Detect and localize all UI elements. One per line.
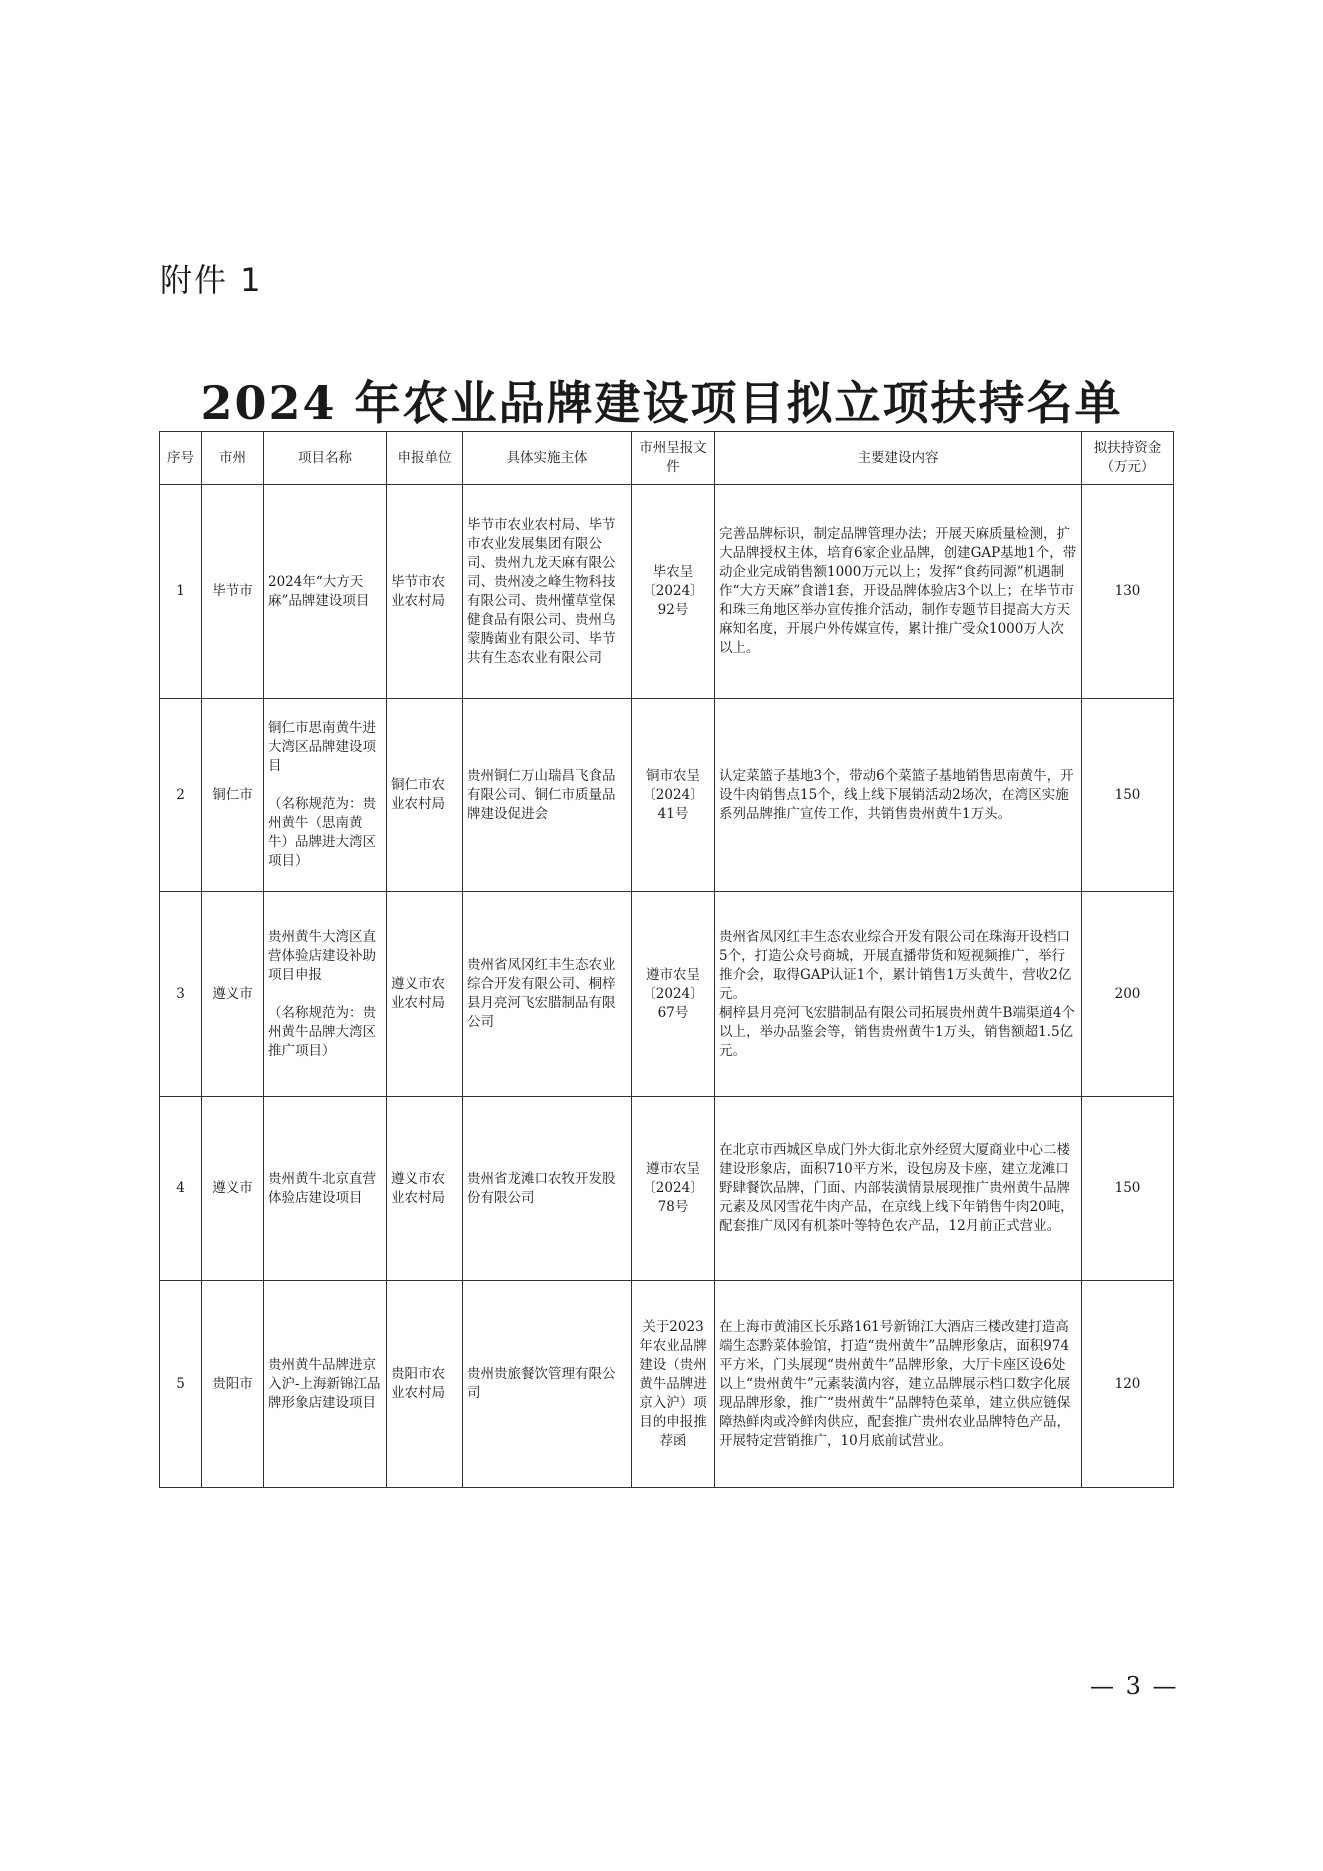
table-row	[160, 699, 1174, 892]
project-table	[159, 431, 1174, 1488]
cell-document: 铜市农呈〔2024〕41号	[632, 699, 715, 892]
page-number: — 3 —	[1090, 1672, 1179, 1700]
cell-document: 遵市农呈〔2024〕78号	[632, 1097, 715, 1281]
column-header-document: 市州呈报文 件	[632, 432, 715, 485]
column-header-applicant: 申报单位	[387, 432, 463, 485]
attachment-label: 附件 1	[160, 261, 263, 299]
cell-city: 遵义市	[202, 1097, 264, 1281]
column-header-funds: 拟扶持资金 （万元）	[1082, 432, 1174, 485]
cell-implementer: 贵州贵旅餐饮管理有限公司	[463, 1281, 632, 1488]
cell-document: 关于2023年农业品牌建设（贵州黄牛品牌进京入沪）项目的申报推荐函	[632, 1281, 715, 1488]
cell-content: 贵州省凤冈红丰生态农业综合开发有限公司在珠海开设档口5个，打造公众号商城，开展直播带货和短视频推广，举行推介会，取得GAP认证1个，累计销售1万头黄牛，营收2亿元。 桐梓县月亮河飞宏腊制品有限公司拓展贵州黄牛B端渠道4个以上，举办品鉴会等，销售贵州黄牛1万头，销售额超1.5亿元。	[715, 892, 1082, 1097]
cell-city: 铜仁市	[202, 699, 264, 892]
cell-no: 3	[160, 892, 202, 1097]
column-header-content: 主要建设内容	[715, 432, 1082, 485]
cell-project: 贵州黄牛品牌进京入沪-上海新锦江品牌形象店建设项目	[264, 1281, 387, 1488]
cell-funds: 150	[1082, 699, 1174, 892]
cell-applicant: 贵阳市农业农村局	[387, 1281, 463, 1488]
column-header-project: 项目名称	[264, 432, 387, 485]
cell-city: 遵义市	[202, 892, 264, 1097]
table-header-row	[160, 432, 1174, 485]
cell-no: 1	[160, 485, 202, 699]
cell-project: 铜仁市思南黄牛进大湾区品牌建设项目 （名称规范为：贵州黄牛（思南黄牛）品牌进大湾区项目）	[264, 699, 387, 892]
cell-funds: 130	[1082, 485, 1174, 699]
cell-applicant: 毕节市农业农村局	[387, 485, 463, 699]
cell-project: 贵州黄牛大湾区直营体验店建设补助项目申报 （名称规范为：贵州黄牛品牌大湾区推广项目）	[264, 892, 387, 1097]
cell-content: 在上海市黄浦区长乐路161号新锦江大酒店三楼改建打造高端生态黔菜体验馆，打造“贵州黄牛”品牌形象店，面积974平方米，门头展现“贵州黄牛”品牌形象，大厅卡座区设6处以上“贵州黄牛”元素装潢内容，建立品牌展示档口数字化展现品牌形象，推广“贵州黄牛”品牌特色菜单，建立供应链保障热鲜肉或冷鲜肉供应，配套推广贵州农业品牌特色产品，开展特定营销推广，10月底前试营业。	[715, 1281, 1082, 1488]
table-row	[160, 1097, 1174, 1281]
cell-funds: 150	[1082, 1097, 1174, 1281]
cell-content: 在北京市西城区阜成门外大街北京外经贸大厦商业中心二楼建设形象店，面积710平方米，设包房及卡座，建立龙滩口野肆餐饮品牌，门面、内部装潢情景展现推广贵州黄牛品牌元素及凤冈雪花牛肉产品，在京线上线下年销售牛肉20吨，配套推广凤冈有机茶叶等特色农产品，12月前正式营业。	[715, 1097, 1082, 1281]
cell-implementer: 贵州省凤冈红丰生态农业综合开发有限公司、桐梓县月亮河飞宏腊制品有限公司	[463, 892, 632, 1097]
cell-funds: 200	[1082, 892, 1174, 1097]
cell-no: 5	[160, 1281, 202, 1488]
cell-city: 毕节市	[202, 485, 264, 699]
cell-content: 完善品牌标识，制定品牌管理办法；开展天麻质量检测，扩大品牌授权主体，培育6家企业品牌，创建GAP基地1个，带动企业完成销售额1000万元以上；发挥“食药同源”机遇制作“大方天麻”食谱1套，开设品牌体验店3个以上；在毕节市和珠三角地区举办宣传推介活动，制作专题节目提高大方天麻知名度，开展户外传媒宣传，累计推广受众1000万人次以上。	[715, 485, 1082, 699]
column-header-city: 市州	[202, 432, 264, 485]
cell-implementer: 毕节市农业农村局、毕节市农业发展集团有限公司、贵州九龙天麻有限公司、贵州凌之峰生物科技有限公司、贵州懂草堂保健食品有限公司、贵州乌蒙腾菌业有限公司、毕节共有生态农业有限公司	[463, 485, 632, 699]
cell-applicant: 铜仁市农业农村局	[387, 699, 463, 892]
cell-city: 贵阳市	[202, 1281, 264, 1488]
cell-content: 认定菜篮子基地3个，带动6个菜篮子基地销售思南黄牛，开设牛肉销售点15个，线上线下展销活动2场次，在湾区实施系列品牌推广宣传工作，共销售贵州黄牛1万头。	[715, 699, 1082, 892]
cell-applicant: 遵义市农业农村局	[387, 892, 463, 1097]
cell-document: 遵市农呈〔2024〕67号	[632, 892, 715, 1097]
column-header-no: 序号	[160, 432, 202, 485]
column-header-implementer: 具体实施主体	[463, 432, 632, 485]
cell-document: 毕农呈〔2024〕92号	[632, 485, 715, 699]
cell-implementer: 贵州铜仁万山瑞昌飞食品有限公司、铜仁市质量品牌建设促进会	[463, 699, 632, 892]
cell-project: 2024年“大方天麻”品牌建设项目	[264, 485, 387, 699]
cell-no: 2	[160, 699, 202, 892]
table-row	[160, 1281, 1174, 1488]
cell-funds: 120	[1082, 1281, 1174, 1488]
cell-project: 贵州黄牛北京直营体验店建设项目	[264, 1097, 387, 1281]
table-row	[160, 485, 1174, 699]
cell-no: 4	[160, 1097, 202, 1281]
cell-implementer: 贵州省龙滩口农牧开发股份有限公司	[463, 1097, 632, 1281]
cell-applicant: 遵义市农业农村局	[387, 1097, 463, 1281]
document-title: 2024 年农业品牌建设项目拟立项扶持名单	[200, 376, 1123, 430]
table-row	[160, 892, 1174, 1097]
